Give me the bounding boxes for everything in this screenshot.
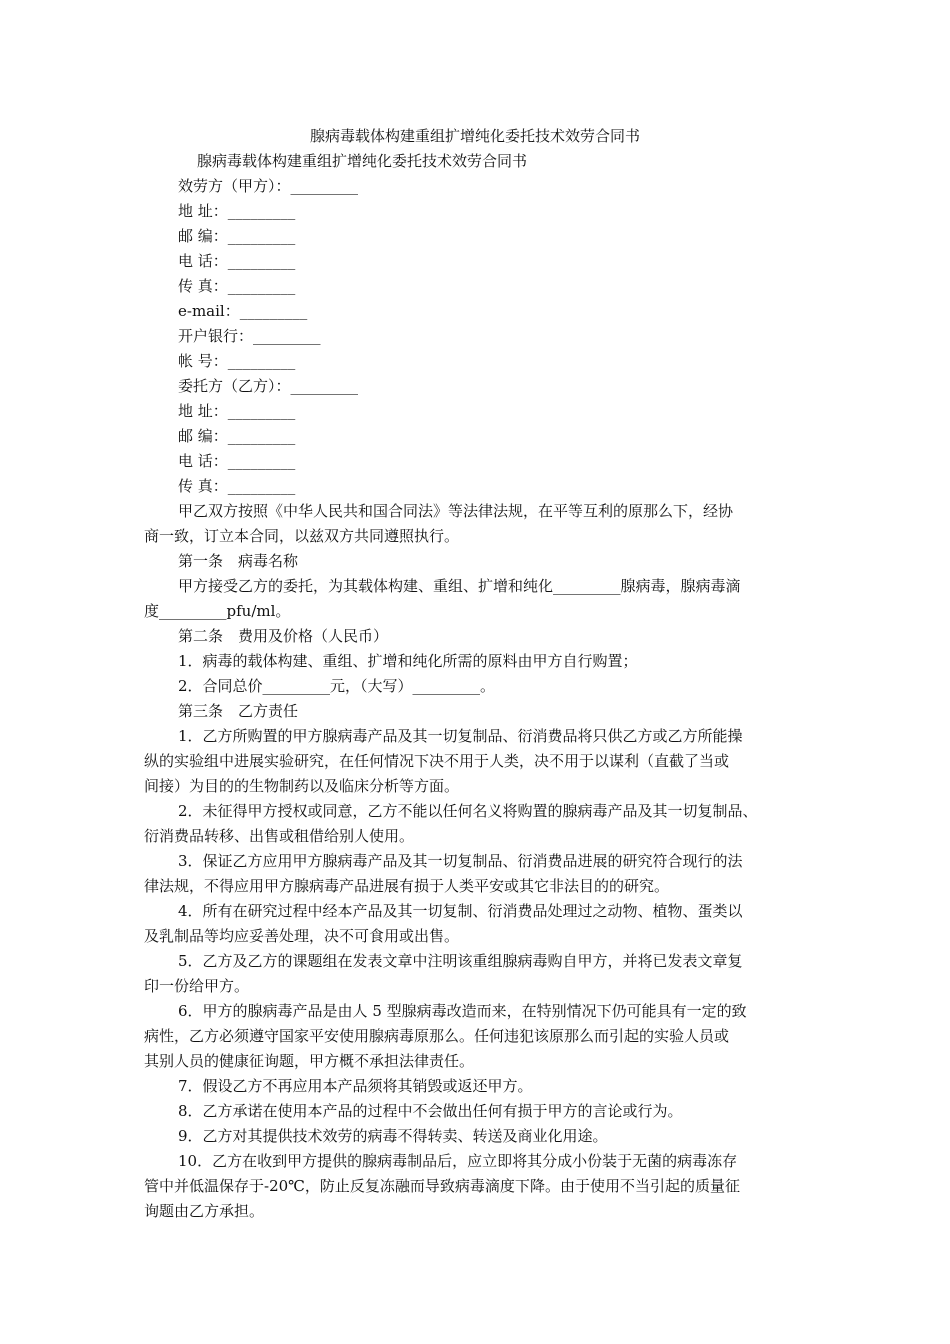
article2-item2: 2．合同总价_________元，（大写）_________。 [178, 677, 496, 695]
party-a-phone: 电 话：_________ [178, 252, 296, 270]
party-b-fax: 传 真：_________ [178, 477, 296, 495]
party-a-heading: 效劳方（甲方）：_________ [178, 177, 359, 195]
article3-item6-line: 6．甲方的腺病毒产品是由人 5 型腺病毒改造而来，在特别情况下仍可能具有一定的致 [178, 1002, 747, 1020]
party-a-fax: 传 真：_________ [178, 277, 296, 295]
article2-heading: 第二条 费用及价格（人民币） [178, 627, 389, 645]
party-a-address: 地 址：_________ [178, 202, 296, 220]
party-b-postcode: 邮 编：_________ [178, 427, 296, 445]
article3-item10-line: 10．乙方在收到甲方提供的腺病毒制品后，应立即将其分成小份装于无菌的病毒冻存 [178, 1152, 738, 1170]
article3-item10-line: 管中并低温保存于-20℃，防止反复冻融而导致病毒滴度下降。由于使用不当引起的质量征 [144, 1177, 740, 1195]
article3-item9: 9．乙方对其提供技术效劳的病毒不得转卖、转送及商业化用途。 [178, 1127, 608, 1145]
article3-heading: 第三条 乙方责任 [178, 702, 299, 720]
article3-item5-line: 5．乙方及乙方的课题组在发表文章中注明该重组腺病毒购自甲方，并将已发表文章复 [178, 952, 743, 970]
document-title: 腺病毒载体构建重组扩增纯化委托技术效劳合同书 [309, 127, 640, 145]
article3-item3-line: 3．保证乙方应用甲方腺病毒产品及其一切复制品、衍消费品进展的研究符合现行的法 [178, 852, 743, 870]
article1-line: 甲方接受乙方的委托，为其载体构建、重组、扩增和纯化_________腺病毒，腺病毒滴 [178, 577, 741, 595]
article3-item4-line: 4．所有在研究过程中经本产品及其一切复制、衍消费品处理过之动物、植物、蛋类以 [178, 902, 743, 920]
article3-item7: 7．假设乙方不再应用本产品须将其销毁或返还甲方。 [178, 1077, 533, 1095]
article3-item4-line: 及乳制品等均应妥善处理，决不可食用或出售。 [144, 927, 460, 945]
party-b-address: 地 址：_________ [178, 402, 296, 420]
intro-line: 商一致，订立本合同，以兹双方共同遵照执行。 [144, 527, 460, 545]
party-a-bank: 开户银行：_________ [178, 327, 321, 345]
article3-item3-line: 律法规，不得应用甲方腺病毒产品进展有损于人类平安或其它非法目的的研究。 [144, 877, 670, 895]
article3-item5-line: 印一份给甲方。 [144, 977, 250, 995]
party-a-postcode: 邮 编：_________ [178, 227, 296, 245]
article3-item1-line: 间接）为目的的生物制药以及临床分析等方面。 [144, 777, 460, 795]
party-b-phone: 电 话：_________ [178, 452, 296, 470]
article3-item2-line: 衍消费品转移、出售或租借给别人使用。 [144, 827, 415, 845]
article1-heading: 第一条 病毒名称 [178, 552, 299, 570]
party-b-heading: 委托方（乙方）：_________ [178, 377, 359, 395]
article2-item1: 1．病毒的载体构建、重组、扩增和纯化所需的原料由甲方自行购置； [178, 652, 638, 670]
article1-line: 度_________pfu/ml。 [144, 602, 291, 620]
article3-item8: 8．乙方承诺在使用本产品的过程中不会做出任何有损于甲方的言论或行为。 [178, 1102, 683, 1120]
article3-item1-line: 纵的实验组中进展实验研究，在任何情况下决不用于人类，决不用于以谋利（直截了当或 [144, 752, 730, 770]
article3-item10-line: 询题由乙方承担。 [144, 1202, 265, 1220]
party-a-email: e-mail：_________ [178, 302, 308, 320]
article3-item1-line: 1．乙方所购置的甲方腺病毒产品及其一切复制品、衍消费品将只供乙方或乙方所能操 [178, 727, 743, 745]
article3-item6-line: 其别人员的健康征询题，甲方概不承担法律责任。 [144, 1052, 475, 1070]
party-a-account: 帐 号：_________ [178, 352, 296, 370]
document-subtitle: 腺病毒载体构建重组扩增纯化委托技术效劳合同书 [197, 152, 528, 170]
article3-item2-line: 2．未征得甲方授权或同意，乙方不能以任何名义将购置的腺病毒产品及其一切复制品、 [178, 802, 758, 820]
intro-line: 甲乙双方按照《中华人民共和国合同法》等法律法规，在平等互利的原那么下，经协 [178, 502, 734, 520]
article3-item6-line: 病性，乙方必须遵守国家平安使用腺病毒原那么。任何违犯该原那么而引起的实验人员或 [144, 1027, 730, 1045]
